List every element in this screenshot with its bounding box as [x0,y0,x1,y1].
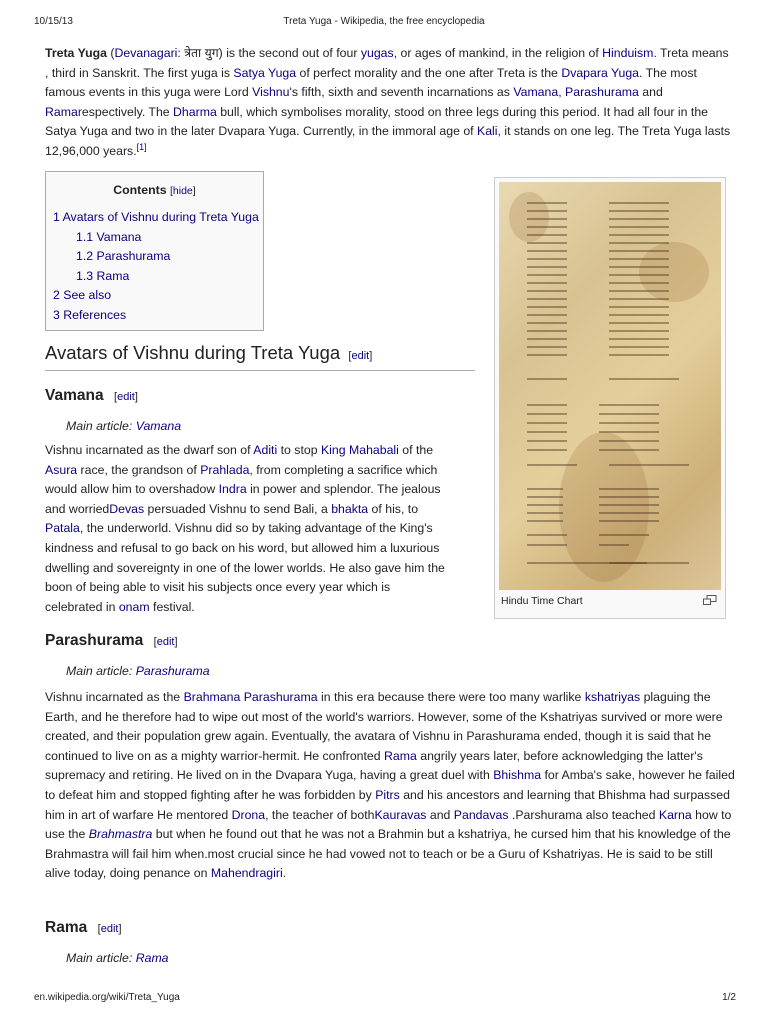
toc-item-references[interactable] [46,306,263,326]
print-header [0,16,768,30]
chart-row-mark [609,306,669,308]
parashurama-paragraph [45,688,735,884]
chart-row-mark [527,258,567,260]
chart-row-mark [527,431,567,433]
chart-row-mark [527,306,567,308]
chart-row-mark [527,464,577,466]
chart-row-mark [609,226,669,228]
body-text: plaguing the Earth, and he therefore had to wipe out most of the world's warriors. However, some of the Kshatriyas survived or more were created, and their population grew again. Eventually, the avatara of Vishnu in Parashurama ended, though it is said that he continued to live on as a mighty warrior-hermit. He confronted [45,690,723,763]
chart-row-mark [599,449,659,451]
body-text: festival. [149,599,195,614]
intro-text: of perfect morality and the one after Treta is the [296,65,562,80]
chart-row-mark [527,290,567,292]
link-rama[interactable]: Rama [45,104,78,119]
body-text: but when he found out that he was not a Brahmin but a kshatriya, he cursed him that his knowledge of the Brahmastra will fail him when.most crucial since he had vowed not to teach or be a Guru of Kshatriyas. He is said to be still alive today, doing penance on [45,827,731,881]
edit-link[interactable]: edit [156,636,175,648]
print-url: en.wikipedia.org/wiki/Treta_Yuga [34,992,180,1003]
link-parashurama[interactable]: Parashurama [243,690,318,704]
intro-text: 's fifth, sixth and seventh incarnations as [289,85,514,100]
link-bhishma[interactable]: Bhishma [493,768,542,783]
intro-text: , or ages of mankind, in the religion of [393,46,603,60]
link-satya-yuga[interactable]: Satya Yuga [233,65,297,80]
link-king-mahabali[interactable]: King Mahabali [320,443,399,457]
intro-paragraph: Treta Yuga (Devanagari: त्रेता युग) is the second out of four yugas, or ages of mankind, in the religion of Hinduism. Treta means , third in Sanskrit. The first yuga is Satya Yuga of perfect morality and the one after Treta is the Dvapara Yuga. The most famous events in this yuga were Lord Vishnu's fifth, sixth and seventh incarnations as Vamana, Parashurama and Ramarespectively. The Dharma bull, which symbolises morality, stood on three legs during this period. It had all four in the Satya Yuga and two in the later Dvapara Yuga. Currently, in the immoral age of Kali, it stands on one leg. The Treta Yuga lasts 12,96,000 years.[1] [45,46,731,158]
heading-text: Avatars of Vishnu during Treta Yuga [45,342,341,363]
toc-item-label[interactable]: 3 References [53,307,127,322]
chart-row-mark [609,266,669,268]
chart-row-mark [527,496,563,498]
toc-item-vamana[interactable] [46,228,263,248]
main-article-link[interactable]: Rama [135,951,169,965]
main-article-note [45,662,735,682]
section-vamana [45,386,475,437]
chart-row-mark [527,534,567,536]
chart-row-mark [527,242,567,244]
link-dvapara-yuga[interactable]: Dvapara Yuga [561,65,640,80]
chart-row-mark [599,440,659,442]
toc-item-rama[interactable] [46,267,263,287]
link-drona[interactable]: Drona [231,807,266,822]
link-kauravas[interactable]: Kauravas [374,807,427,822]
vamana-paragraph [45,441,445,617]
toc-list [46,208,263,325]
link-brahmana[interactable]: Brahmana [183,690,241,704]
toc-item-label[interactable]: 1 Avatars of Vishnu during Treta Yuga [53,210,259,224]
chart-row-mark [599,496,659,498]
chart-row-mark [609,274,669,276]
chart-row-mark [527,544,567,546]
chart-row-mark [609,464,689,466]
body-text: in this era because there were too many warlike [317,690,585,704]
chart-row-mark [609,330,669,332]
chart-row-mark [599,534,649,536]
section-rama [45,918,735,969]
body-text: for Amba's sake, however he failed to defeat him and stopped fighting after he was forbidden by [45,768,735,802]
body-text: and his ancestors and learning that Bhishma had surpassed him in art of warfare He mentored [45,787,730,822]
chart-row-mark [527,218,567,220]
main-article-note [45,949,735,969]
main-article-link[interactable]: Vamana [135,419,182,433]
chart-row-mark [599,520,659,522]
body-text: of his, to [368,501,419,516]
print-footer [0,992,768,1006]
chart-row-mark [527,346,567,348]
link-bhakta[interactable]: bhakta [331,501,369,516]
chart-row-mark [527,354,567,356]
thumbnail-figure [494,177,726,619]
body-text: , the underworld. Vishnu did so by taking advantage of the King's kindness and refusal to go back on his word, but allowed him a luxurious dwelling and sovereignty in one of the lower worlds. He also gave him the boon of being able to visit his subjects once every year which is celebrated in [45,521,445,614]
main-article-label: Main article: [66,419,136,433]
chart-row-mark [527,314,567,316]
chart-row-mark [609,202,669,204]
link-pandavas[interactable]: Pandavas [453,807,509,822]
link-devanagari[interactable]: Devanagari [114,46,178,60]
subsection-heading-vamana: Vamana [edit] [45,387,138,404]
chart-row-mark [527,404,567,406]
chart-row-mark [527,413,567,415]
edit-link[interactable]: edit [351,350,370,362]
body-text: .Parshurama also teached [508,807,659,822]
toc-item-parashurama[interactable] [46,247,263,267]
link-aditi[interactable]: Aditi [253,443,278,457]
print-title: Treta Yuga - Wikipedia, the free encyclopedia [283,16,485,27]
chart-row-mark [609,250,669,252]
link-karna[interactable]: Karna [658,807,692,822]
intro-text: : त्रेता युग) is the second out of four [177,46,361,60]
hindu-time-chart-image[interactable] [499,182,721,590]
link-kali[interactable]: Kali [477,124,498,139]
link-dharma[interactable]: Dharma [173,104,217,119]
intro-text: . Treta means , third in Sanskrit. The first yuga is [45,46,729,80]
toc-item-label[interactable]: 2 See also [53,288,112,302]
heading-text: Vamana [45,387,104,404]
link-asura[interactable]: Asura [45,462,78,477]
article-term: Treta Yuga [45,46,107,60]
chart-row-mark [609,242,669,244]
chart-row-mark [527,250,567,252]
main-article-label: Main article: [66,664,136,678]
heading-text: Parashurama [45,632,144,649]
main-article-label: Main article: [66,951,136,965]
toc-header: Contents [hide] [113,183,196,197]
link-yugas[interactable]: yugas [360,46,394,60]
chart-row-mark [527,520,563,522]
intro-text: . The most famous events in this yuga were Lord [45,65,697,100]
body-text: in power and splendor. The jealous and worried [45,482,441,516]
toc-title: Contents [113,183,167,197]
chart-row-mark [527,440,567,442]
link-prahlada[interactable]: Prahlada [200,462,250,477]
link-pitrs[interactable]: Pitrs [375,787,400,802]
chart-row-mark [609,314,669,316]
chart-row-mark [527,322,567,324]
reference-link[interactable]: [1] [136,141,147,152]
intro-text: , it stands on one leg. The Treta Yuga lasts 12,96,000 years. [45,124,731,158]
chart-row-mark [599,544,629,546]
chart-row-mark [609,378,679,380]
intro-text: and [638,85,663,100]
chart-row-mark [609,322,669,324]
chart-row-mark [527,210,567,212]
body-text: , from completing a sacrifice which would allow him to overshadow [45,462,438,497]
chart-row-mark [609,346,669,348]
chart-row-mark [609,562,689,564]
intro-text: bull, which symbolises morality, stood on three legs during this period. It had all four in the Satya Yuga and two in the later Dvapara Yuga. Currently, in the immoral age of [45,104,709,139]
toc-hide-link[interactable]: hide [172,185,193,197]
chart-row-mark [599,488,659,490]
chart-row-mark [527,274,567,276]
chart-row-mark [599,413,659,415]
chart-row-mark [609,338,669,340]
chart-row-mark [527,422,567,424]
link-devas[interactable]: Devas [109,501,145,516]
toc-item-avatars[interactable] [46,208,263,228]
chart-row-mark [609,218,669,220]
link-rama[interactable]: Rama [384,748,417,763]
body-text: race, the grandson of [77,462,201,477]
link-vishnu[interactable]: Vishnu [252,85,290,100]
chart-row-mark [527,266,567,268]
body-text: of the [398,443,434,457]
enlarge-icon[interactable] [703,595,717,605]
chart-row-mark [527,504,563,506]
link-indra[interactable]: Indra [218,482,247,497]
chart-row-mark [609,290,669,292]
body-text: angrily years later, before acknowledging the latter's supremacy and retiring. He lived on in the Dvapara Yuga, having a great duel with [45,748,703,783]
body-text: . [282,866,287,881]
chart-row-mark [599,422,659,424]
link-hinduism[interactable]: Hinduism [602,46,654,60]
link-onam[interactable]: onam [118,599,150,614]
section-heading-avatars: Avatars of Vishnu during Treta Yuga [edit] [45,340,475,371]
main-article-link[interactable]: Parashurama [135,664,210,678]
body-text: persuaded Vishnu to send Bali, a [144,501,332,516]
table-of-contents [45,171,264,331]
chart-row-mark [609,234,669,236]
chart-row-mark [609,298,669,300]
body-text: to stop [277,443,321,457]
subsection-heading-parashurama: Parashurama [edit] [45,632,178,649]
chart-row-mark [609,210,669,212]
body-text: how to use the [45,807,732,842]
chart-row-mark [527,298,567,300]
chart-row-mark [609,282,669,284]
edit-link[interactable]: edit [117,391,135,403]
chart-row-mark [527,330,567,332]
subsection-heading-rama: Rama [edit] [45,919,122,936]
chart-row-mark [527,202,567,204]
body-text: and [426,807,454,822]
main-article-note [45,417,475,437]
chart-row-mark [527,378,567,380]
intro-text: , [558,85,566,100]
link-parashurama[interactable]: Parashurama [565,85,639,100]
body-text: , the teacher of both [265,807,375,822]
chart-row-mark [609,258,669,260]
heading-text: Rama [45,919,88,936]
thumbnail-caption: Hindu Time Chart [501,595,583,607]
intro-text: respectively. The [77,104,174,119]
link-kshatriyas[interactable]: kshatriyas [584,690,641,704]
body-text: Vishnu incarnated as the dwarf son of [45,443,254,457]
print-page-number: 1/2 [722,992,736,1003]
chart-row-mark [599,404,659,406]
body-text: Vishnu incarnated as the [45,690,184,704]
chart-row-mark [527,449,567,451]
link-brahmastra[interactable]: Brahmastra [88,827,153,842]
toc-item-label[interactable]: 1.3 Rama [76,268,130,283]
chart-row-mark [527,282,567,284]
section-parashurama [45,631,735,682]
chart-row-mark [527,226,567,228]
chart-row-mark [527,512,563,514]
chart-row-mark [599,512,659,514]
chart-row-mark [527,234,567,236]
link-mahendragiri[interactable]: Mahendragiri [210,866,283,881]
edit-link[interactable]: edit [100,923,119,935]
link-vamana[interactable]: Vamana [513,85,559,100]
chart-row-mark [599,504,659,506]
chart-row-mark [527,338,567,340]
article-body [45,44,735,162]
chart-row-mark [527,488,563,490]
chart-row-mark [599,431,659,433]
toc-item-label[interactable]: 1.1 Vamana [76,229,142,244]
toc-item-label[interactable]: 1.2 Parashurama [76,249,171,263]
chart-row-mark [609,354,669,356]
link-patala[interactable]: Patala [45,521,80,536]
print-date: 10/15/13 [34,16,73,27]
toc-item-see-also[interactable] [46,286,263,306]
